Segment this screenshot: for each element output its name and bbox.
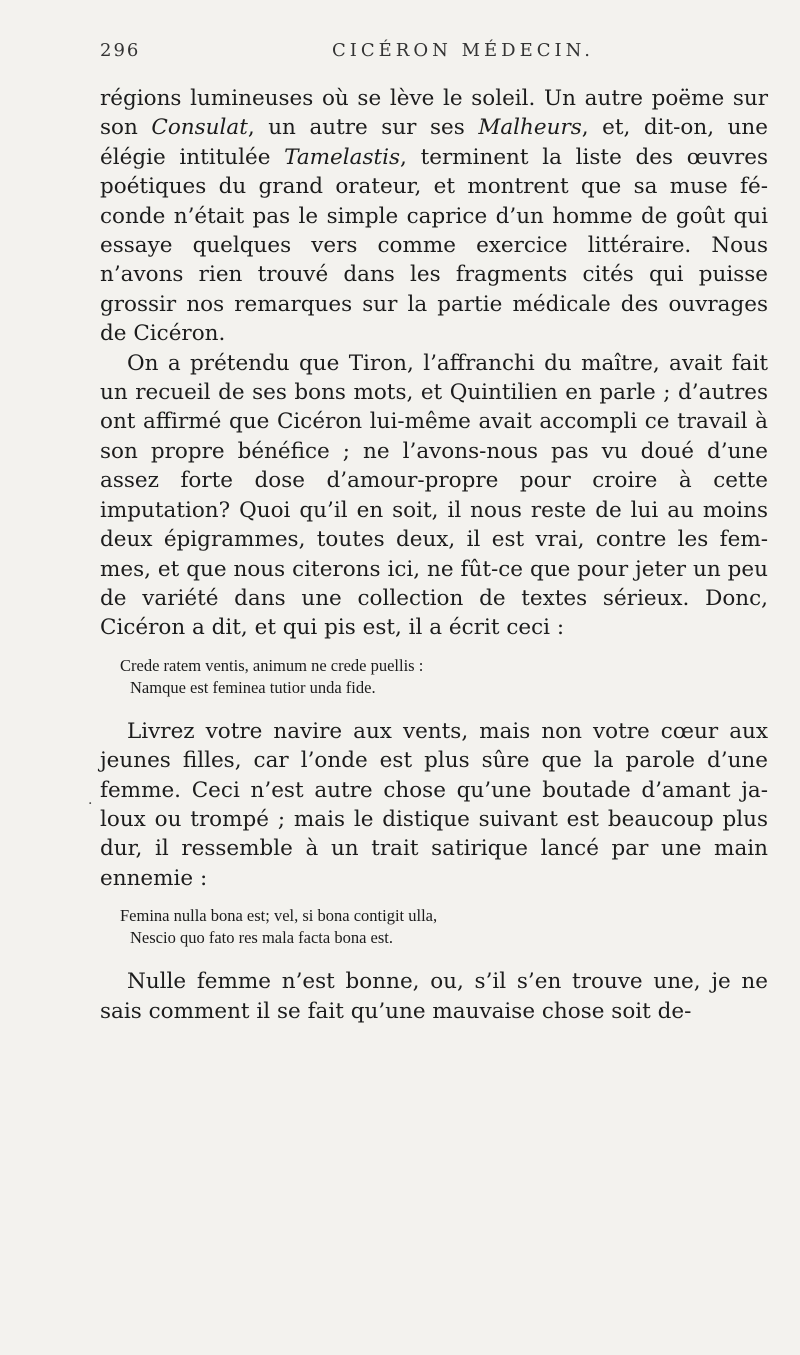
spacer [100, 893, 768, 905]
spacer [100, 699, 768, 717]
verse-1-line-2: Namque est feminea tutior unda fide. [130, 677, 376, 697]
paragraph-2: On a prétendu que Tiron, l’affranchi du maître, avait fait un recueil de ses bons mots, et Quintilien en parle ; d’autres ont affirmé que Cicéron lui-même avait accompli ce travail à son propre bénéfice ; ne l’avons-nous pas vu doué d’une assez forte dose d’amour-propre pour croire à cette imputation? Quoi qu’il en soit, il nous reste de lui au moins deux épigrammes, toutes deux, il est vrai, contre les femmes, et que nous citerons ici, ne fût-ce que pour jeter un peu de variété dans une collection de textes sérieux. Donc, Cicéron a dit, et qui pis est, il a écrit ceci : [100, 350, 768, 641]
verse-2-line-2: Nescio quo fato res mala facta bona est. [130, 928, 393, 948]
italic-malheurs: Malheurs [478, 115, 582, 141]
italic-consulat: Consulat [151, 115, 248, 141]
latin-verse-2 [100, 905, 768, 949]
margin-mark: · [88, 796, 93, 812]
paragraph-3: Livrez votre navire aux vents, mais non votre cœur aux jeunes filles, car l’onde est plus sûre que la parole d’une femme. Ceci n’est autre chose qu’une boutade d’amant jaloux ou trompé ; mais le distique suivant est beaucoup plus dur, il ressemble à un trait satirique lancé par une main ennemie : [100, 718, 768, 891]
page-header [100, 40, 740, 68]
paragraph-4: Nulle femme n’est bonne, ou, s’il s’en trouve une, je ne sais comment il se fait qu’une mauvaise chose soit de- [100, 969, 768, 1024]
paragraph-1-text-a: régions lumineuses où se lève le soleil. Un autre poëme sur son [100, 86, 768, 141]
paragraph-1-text-c: , et, dit-on, une élégie intitulée [100, 115, 768, 170]
paragraph-1-text-d: , terminent la liste des œuvres poétiques du grand orateur, et montrent que sa muse féconde n’était pas le simple caprice d’un homme de goût qui essaye quelques vers comme exercice littéraire. Nous n’avons rien trouvé dans les fragments cités qui puisse grossir nos remarques sur la partie médicale des ouvrages de Cicéron. [100, 144, 769, 347]
latin-verse-1 [100, 655, 768, 699]
paragraph-1 [100, 84, 768, 349]
spacer [100, 643, 768, 655]
spacer [100, 949, 768, 967]
italic-tamelastis: Tamelastis [284, 144, 401, 170]
running-head: CICÉRON MÉDECIN. [332, 40, 594, 61]
verse-2-line-1: Femina nulla bona est; vel, si bona contigit ulla, [120, 906, 438, 926]
verse-1-line-1: Crede ratem ventis, animum ne crede puellis : [120, 655, 424, 675]
page-number: 296 [100, 40, 141, 61]
body-text [100, 84, 768, 1026]
paragraph-1-text-b: , un autre sur ses [247, 115, 479, 141]
